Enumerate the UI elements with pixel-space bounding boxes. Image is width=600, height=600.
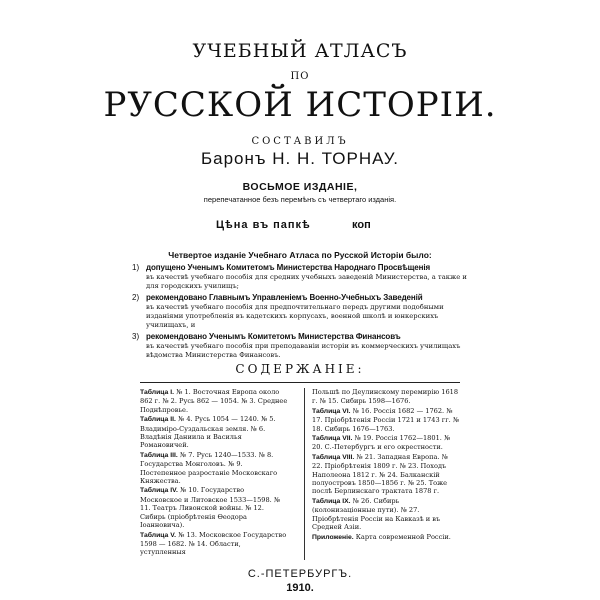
entry-text: Карта современной Россіи.: [355, 532, 451, 541]
entry-text: № 7. Русь 1240—1533. № 8. Государства Монголовъ. № 9. Постепенное разростаніе Московскаго Княжества.: [140, 450, 278, 486]
entry-text: № 10. Государство Московское и Литовское 1533—1598. № 11. Театръ Ливонской войны. № 12. Сибирь (пріобрѣтенія Ѳеодора Іоанновича).: [140, 486, 281, 530]
price-kop: коп: [352, 219, 371, 231]
approval-detail: въ качествѣ учебнаго пособія для средних учебныхъ заведеній Министерства, а также и для городскихъ училищъ;: [146, 273, 467, 290]
approval-body: рекомендовано Главнымъ Управленіемъ Военно-Учебныхъ Заведеній: [146, 293, 423, 302]
column-divider: [304, 388, 305, 560]
entry-label: Таблица VI.: [312, 407, 351, 415]
approval-number: 3): [132, 332, 140, 341]
title-line-1: УЧЕБНЫЙ АТЛАСЪ: [192, 40, 408, 62]
approval-number: 2): [132, 293, 140, 302]
entry-text: № 21. Западная Европа. № 22. Пріобрѣтенія 1809 г. № 23. Походъ Наполеона 1812 г. № 24. Балканскій полуостровъ 1850—1856 г. № 25. Тоже послѣ Берлинскаго трактата 1878 г.: [312, 452, 448, 496]
entry-text: Польшѣ по Деулинскому перемирію 1618 г. № 15. Сибирь 1598—1676.: [312, 388, 459, 406]
contents-entry: [312, 453, 460, 496]
entry-label: Таблица V.: [140, 531, 177, 539]
title-line-2: РУССКОЙ ИСТОРІИ.: [103, 85, 497, 125]
reprint-note: перепечатанное безъ перемѣнъ съ четвертаго изданія.: [203, 195, 397, 204]
approval-number: 1): [132, 263, 140, 272]
price-label: Цѣна въ папкѣ: [216, 219, 311, 231]
contents-rule: [140, 382, 460, 383]
entry-text: № 1. Восточная Европа около 862 г. № 2. Русь 862 — 1054. № 3. Среднее Поднѣпровье.: [140, 388, 288, 414]
publication-city: С.-ПЕТЕРБУРГЪ.: [247, 568, 353, 580]
contents-entry: [312, 497, 460, 532]
contents-entry: [312, 407, 460, 433]
entry-label: Таблица III.: [140, 451, 178, 459]
contents-right-column: [312, 388, 460, 543]
entry-label: Таблица VIII.: [312, 453, 355, 461]
approval-item: [132, 332, 477, 360]
entry-label: Таблица I.: [140, 389, 174, 396]
entry-text: № 19. Россія 1762—1801. № 20. С.-Петербургъ и его окрестности.: [312, 434, 451, 452]
contents-entry: [140, 486, 288, 529]
entry-label: Таблица II.: [140, 416, 176, 424]
contents-title: СОДЕРЖАНІЕ:: [235, 362, 365, 376]
contents-entry: [312, 533, 460, 542]
entry-label: Приложеніе.: [312, 533, 354, 541]
entry-label: Таблица IV.: [140, 487, 178, 495]
approval-item: [132, 293, 477, 330]
entry-label: Таблица IX.: [312, 497, 351, 505]
contents-entry: [312, 434, 460, 452]
approval-item: [132, 263, 477, 291]
entry-label: Таблица VII.: [312, 435, 353, 443]
contents-entry: [312, 388, 460, 406]
entry-text: № 13. Московское Государство 1598 — 1682. № 14. Области, уступленныя: [140, 530, 287, 557]
publication-year: 1910.: [286, 582, 314, 594]
contents-entry: [140, 388, 288, 414]
compiled-label: СОСТАВИЛЪ: [251, 136, 349, 147]
approvals-list: [132, 263, 477, 362]
title-preposition: ПО: [290, 71, 310, 82]
contents-left-column: [140, 388, 288, 558]
contents-entry: [140, 531, 288, 557]
approval-detail: въ качествѣ учебнаго пособія для предпочтительнаго передъ другими подобными изданіями употребленія въ кадетскихъ корпусахъ, военной школѣ и юнкерскихъ училищахъ, и: [146, 303, 444, 329]
edition-label: ВОСЬМОЕ ИЗДАНІЕ,: [242, 181, 358, 193]
contents-entry: [140, 451, 288, 486]
approval-detail: въ качествѣ учебнаго пособія при преподаваніи исторіи въ коммерческихъ училищахъ вѣдомства Министерства Финансовъ.: [146, 342, 461, 359]
approval-body: рекомендовано Ученымъ Комитетомъ Министерства Финансовъ: [146, 332, 401, 341]
author-name: Баронъ Н. Н. ТОРНАУ.: [200, 149, 400, 168]
previous-edition-heading: Четвертое изданіе Учебнаго Атласа по Русской Исторіи было:: [168, 250, 432, 260]
contents-entry: [140, 415, 288, 450]
entry-text: № 16. Россія 1682 — 1762. № 17. Пріобрѣтенія Россіи 1721 и 1743 гг. № 18. Сибирь 1676—1763.: [312, 406, 460, 433]
approval-body: допущено Ученымъ Комитетомъ Министерства Народнаго Просвѣщенія: [146, 263, 431, 272]
entry-text: № 4. Русь 1054 — 1240. № 5. Владимiро-Суздальская земля. № 6. Владѣнiя Даниила и Василья Романовичей.: [140, 415, 276, 450]
entry-text: № 26. Сибирь (колонизаціонные пути). № 27. Пріобрѣтенія Россіи на Кавказѣ и въ Средней Азіи.: [312, 496, 441, 532]
